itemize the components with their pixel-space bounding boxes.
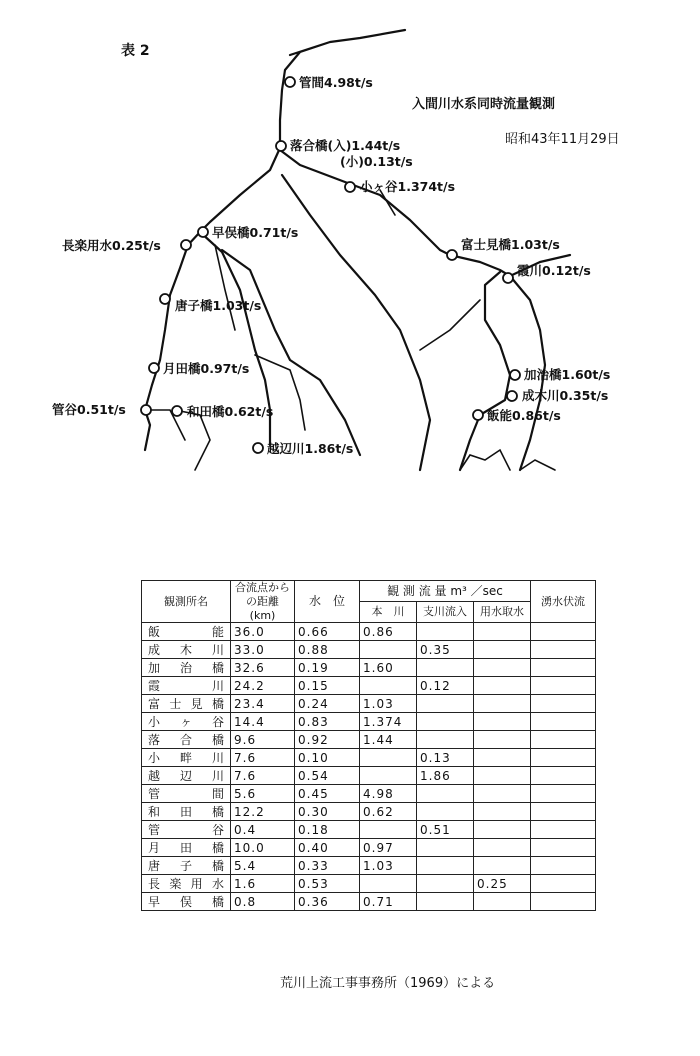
river-tributary-6 [520,460,555,470]
cell-inflow [417,713,474,731]
cell-spring [531,875,596,893]
station-oppe [253,443,263,453]
station-ochiai [276,141,286,151]
cell-main-flow: 0.71 [360,893,417,911]
station-hanno [473,410,483,420]
cell-inflow [417,803,474,821]
cell-inflow: 0.51 [417,821,474,839]
cell-spring [531,839,596,857]
label-ochiai: 落合橋(入)1.44t/s [290,138,401,153]
table-row [142,893,596,911]
station-hayamata [198,227,208,237]
cell-inflow [417,857,474,875]
table-row [142,875,596,893]
table-row [142,641,596,659]
header-water-level: 水 位 [295,581,360,623]
cell-distance: 32.6 [231,659,295,677]
table-row [142,839,596,857]
cell-station-name: 落合橋 [142,731,231,749]
label-nariki: 成木川0.35t/s [522,388,609,403]
cell-station-name: 月田橋 [142,839,231,857]
cell-water-level: 0.45 [295,785,360,803]
station-karako [160,294,170,304]
station-tsukida [149,363,159,373]
cell-intake [474,893,531,911]
header-distance-line1: 合流点から [235,581,290,594]
cell-inflow: 1.86 [417,767,474,785]
cell-inflow [417,875,474,893]
label-kanma: 管間4.98t/s [299,75,373,90]
cell-inflow: 0.12 [417,677,474,695]
cell-distance: 0.8 [231,893,295,911]
table-row [142,713,596,731]
label-choraku: 長楽用水0.25t/s [62,238,161,253]
table-row [142,623,596,641]
cell-spring [531,785,596,803]
station-nariki [507,391,517,401]
table-row [142,659,596,677]
river-tributary-7 [460,450,510,470]
table-row [142,695,596,713]
cell-main-flow: 1.03 [360,857,417,875]
table-row [142,821,596,839]
cell-main-flow: 0.97 [360,839,417,857]
cell-spring [531,713,596,731]
cell-intake [474,749,531,767]
cell-inflow: 0.35 [417,641,474,659]
cell-spring [531,893,596,911]
cell-main-flow [360,875,417,893]
label-kaji: 加治橋1.60t/s [524,367,611,382]
cell-intake [474,839,531,857]
cell-station-name: 霞川 [142,677,231,695]
cell-distance: 5.4 [231,857,295,875]
station-kaji [510,370,520,380]
cell-main-flow: 0.62 [360,803,417,821]
cell-spring [531,731,596,749]
cell-station-name: 加治橋 [142,659,231,677]
table-body [142,623,596,911]
table-row [142,677,596,695]
cell-inflow [417,659,474,677]
figure-label: 表 2 [121,43,150,59]
cell-main-flow: 0.86 [360,623,417,641]
cell-station-name: 小畔川 [142,749,231,767]
cell-spring [531,767,596,785]
cell-main-flow: 1.44 [360,731,417,749]
label-ochiai-ko: (小)0.13t/s [340,154,413,169]
cell-inflow [417,893,474,911]
cell-station-name: 富士見橋 [142,695,231,713]
cell-spring [531,623,596,641]
cell-intake [474,821,531,839]
cell-water-level: 0.53 [295,875,360,893]
station-kanma [285,77,295,87]
cell-distance: 14.4 [231,713,295,731]
header-flow-group: 観 測 流 量 m³ ／sec [360,581,531,602]
figure-date: 昭和43年11月29日 [505,132,620,147]
cell-station-name: 成木川 [142,641,231,659]
river-east-lower [460,272,510,470]
cell-water-level: 0.18 [295,821,360,839]
cell-distance: 9.6 [231,731,295,749]
river-west [145,245,188,450]
cell-inflow [417,785,474,803]
cell-main-flow: 1.374 [360,713,417,731]
cell-station-name: 早俣橋 [142,893,231,911]
label-wada: 和田橋0.62t/s [187,404,274,419]
cell-spring [531,803,596,821]
table-row [142,857,596,875]
cell-water-level: 0.10 [295,749,360,767]
label-fujimi: 富士見橋1.03t/s [461,237,560,252]
cell-distance: 12.2 [231,803,295,821]
cell-distance: 7.6 [231,749,295,767]
station-fujimi [447,250,457,260]
cell-water-level: 0.92 [295,731,360,749]
cell-station-name: 飯能 [142,623,231,641]
station-kasumi [503,273,513,283]
cell-water-level: 0.40 [295,839,360,857]
cell-main-flow: 1.03 [360,695,417,713]
cell-station-name: 唐子橋 [142,857,231,875]
label-kasumi: 霞川0.12t/s [517,263,591,278]
table-row [142,803,596,821]
figure-title: 入間川水系同時流量観測 [412,97,556,112]
label-hanno: 飯能0.86t/s [487,408,561,423]
cell-station-name: 小ヶ谷 [142,713,231,731]
cell-intake [474,641,531,659]
cell-inflow [417,731,474,749]
cell-intake [474,785,531,803]
cell-water-level: 0.83 [295,713,360,731]
cell-intake [474,767,531,785]
cell-distance: 7.6 [231,767,295,785]
station-ogaya [345,182,355,192]
cell-inflow [417,623,474,641]
cell-station-name: 管間 [142,785,231,803]
cell-distance: 1.6 [231,875,295,893]
cell-water-level: 0.24 [295,695,360,713]
cell-water-level: 0.36 [295,893,360,911]
cell-main-flow: 4.98 [360,785,417,803]
cell-distance: 36.0 [231,623,295,641]
header-distance-line2: の距離(km) [246,594,279,622]
cell-main-flow [360,677,417,695]
cell-distance: 24.2 [231,677,295,695]
cell-intake [474,803,531,821]
label-karako: 唐子橋1.03t/s [175,298,262,313]
header-intake: 用水取水 [474,602,531,623]
cell-inflow: 0.13 [417,749,474,767]
river-tributary-1 [420,300,480,350]
cell-distance: 23.4 [231,695,295,713]
cell-distance: 33.0 [231,641,295,659]
label-oppe: 越辺川1.86t/s [267,441,354,456]
cell-intake [474,731,531,749]
cell-water-level: 0.30 [295,803,360,821]
cell-intake: 0.25 [474,875,531,893]
table-row [142,767,596,785]
river-oppe-mid [222,250,360,455]
cell-main-flow [360,821,417,839]
cell-spring [531,659,596,677]
label-sugaya: 管谷0.51t/s [52,402,126,417]
table-row [142,749,596,767]
cell-intake [474,857,531,875]
cell-station-name: 管谷 [142,821,231,839]
river-network-map [0,0,700,520]
label-tsukida: 月田橋0.97t/s [163,361,250,376]
station-wada [172,406,182,416]
cell-water-level: 0.19 [295,659,360,677]
cell-water-level: 0.15 [295,677,360,695]
cell-main-flow [360,641,417,659]
river-tributary-4 [175,410,210,470]
table-header-row [142,581,596,602]
cell-water-level: 0.66 [295,623,360,641]
header-inflow: 支川流入 [417,602,474,623]
cell-intake [474,677,531,695]
cell-intake [474,623,531,641]
cell-water-level: 0.54 [295,767,360,785]
station-choraku [181,240,191,250]
header-distance [231,581,295,623]
cell-main-flow [360,767,417,785]
cell-intake [474,713,531,731]
cell-station-name: 和田橋 [142,803,231,821]
cell-inflow [417,695,474,713]
table-row [142,731,596,749]
source-note: 荒川上流工事事務所（1969）による [280,976,496,991]
cell-station-name: 越辺川 [142,767,231,785]
cell-distance: 0.4 [231,821,295,839]
label-hayamata: 早俣橋0.71t/s [212,225,299,240]
cell-spring [531,695,596,713]
cell-spring [531,677,596,695]
station-sugaya [141,405,151,415]
label-ogaya: 小ヶ谷1.374t/s [360,179,456,194]
cell-water-level: 0.33 [295,857,360,875]
cell-distance: 5.6 [231,785,295,803]
cell-main-flow [360,749,417,767]
cell-intake [474,695,531,713]
cell-water-level: 0.88 [295,641,360,659]
table-row [142,785,596,803]
cell-main-flow: 1.60 [360,659,417,677]
header-station-name: 観測所名 [142,581,231,623]
header-spring: 湧水伏流 [531,581,596,623]
header-main-river: 本 川 [360,602,417,623]
cell-inflow [417,839,474,857]
cell-distance: 10.0 [231,839,295,857]
cell-intake [474,659,531,677]
cell-spring [531,857,596,875]
observation-table [141,580,596,911]
cell-spring [531,821,596,839]
cell-station-name: 長楽用水 [142,875,231,893]
cell-spring [531,641,596,659]
cell-spring [531,749,596,767]
